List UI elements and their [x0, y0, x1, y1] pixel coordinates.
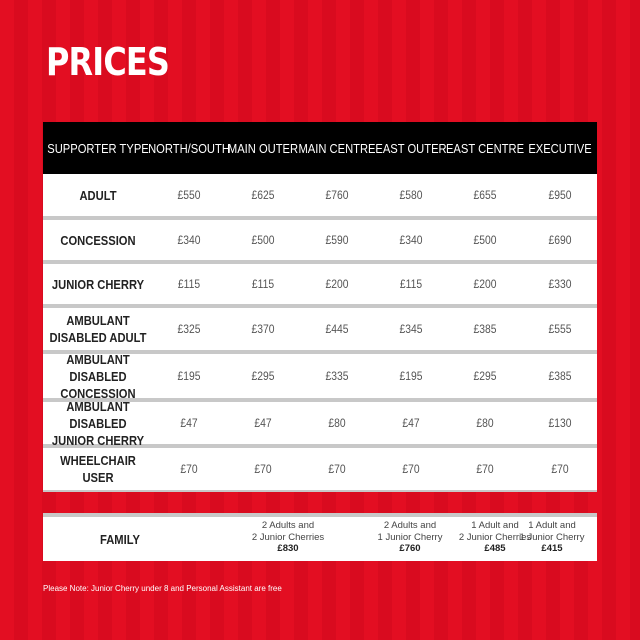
family-option-line1: 1 Adult and [471, 520, 519, 531]
price-cell: £555 [548, 322, 572, 336]
price-cell: £370 [251, 322, 275, 336]
price-cell: £80 [476, 416, 494, 430]
column-header: EXECUTIVE [528, 140, 592, 156]
family-option-price: £485 [484, 543, 506, 554]
table-row [43, 448, 597, 490]
price-cell: £325 [177, 322, 201, 336]
table-header [43, 122, 597, 174]
table-row [43, 308, 597, 350]
column-header: EAST OUTER [375, 140, 447, 156]
column-header: MAIN CENTRE [298, 140, 376, 156]
family-row [43, 513, 597, 561]
family-option-line2: 1 Junior Cherry [377, 531, 443, 543]
price-cell: £385 [548, 369, 572, 383]
price-cell: £70 [254, 462, 272, 476]
table-row [43, 264, 597, 304]
price-cell: £130 [548, 416, 572, 430]
family-option-line1: 2 Adults and [383, 520, 437, 531]
supporter-type: WHEELCHAIR USER [60, 453, 136, 485]
table-row [43, 398, 597, 448]
family-option-line2: 2 Junior Cherries [251, 531, 325, 543]
price-cell: £70 [476, 462, 494, 476]
price-cell: £295 [473, 369, 497, 383]
price-cell: £760 [325, 188, 349, 202]
footnote: Please Note: Junior Cherry under 8 and Personal Assistant are free [43, 584, 282, 593]
price-cell: £625 [251, 188, 275, 202]
column-header: NORTH/SOUTH [148, 140, 230, 156]
supporter-type: ADULT [79, 187, 117, 203]
price-cell: £330 [548, 277, 572, 291]
page-title: PRICES [46, 40, 170, 84]
table-row [43, 351, 597, 401]
price-cell: £195 [177, 369, 201, 383]
price-cell: £70 [402, 462, 420, 476]
price-cell: £200 [473, 277, 497, 291]
price-cell: £580 [399, 188, 423, 202]
price-cell: £115 [177, 277, 201, 291]
price-cell: £550 [177, 188, 201, 202]
family-option-line1: 2 Adults and [261, 520, 315, 531]
price-cell: £47 [180, 416, 198, 430]
family-option-line2: 2 Junior Cherries [458, 531, 532, 543]
price-cell: £115 [251, 277, 275, 291]
column-header: SUPPORTER TYPE [47, 140, 149, 156]
supporter-type: AMBULANT DISABLED CONCESSION [60, 351, 136, 401]
supporter-type: CONCESSION [60, 232, 136, 248]
supporter-type: AMBULANT DISABLED JUNIOR CHERRY [51, 398, 145, 448]
price-table [43, 122, 597, 492]
price-cell: £47 [402, 416, 420, 430]
price-cell: £445 [325, 322, 349, 336]
column-header: EAST CENTRE [445, 140, 525, 156]
price-cell: £335 [325, 369, 349, 383]
price-cell: £950 [548, 188, 572, 202]
table-row [43, 220, 597, 260]
price-cell: £47 [254, 416, 272, 430]
price-cell: £340 [399, 233, 423, 247]
table-row [43, 174, 597, 216]
price-cell: £70 [551, 462, 569, 476]
price-cell: £340 [177, 233, 201, 247]
price-cell: £590 [325, 233, 349, 247]
supporter-type: JUNIOR CHERRY [51, 276, 145, 292]
column-header: MAIN OUTER [227, 140, 299, 156]
family-option-price: £760 [399, 543, 421, 554]
family-option [500, 520, 604, 555]
family-option-price: £415 [541, 543, 563, 554]
family-option-line1: 1 Adult and [528, 520, 576, 531]
price-cell: £500 [251, 233, 275, 247]
family-option [223, 520, 353, 555]
price-cell: £70 [328, 462, 346, 476]
price-cell: £345 [399, 322, 423, 336]
price-cell: £200 [325, 277, 349, 291]
price-cell: £195 [399, 369, 423, 383]
supporter-type: AMBULANT DISABLED ADULT [49, 313, 147, 345]
price-cell: £80 [328, 416, 346, 430]
price-cell: £690 [548, 233, 572, 247]
price-cell: £70 [180, 462, 198, 476]
price-cell: £655 [473, 188, 497, 202]
family-option-line2: 1 Junior Cherry [519, 531, 585, 543]
family-option-price: £830 [277, 543, 299, 554]
family-label: FAMILY [100, 531, 140, 547]
price-cell: £295 [251, 369, 275, 383]
price-cell: £115 [399, 277, 423, 291]
price-cell: £385 [473, 322, 497, 336]
price-cell: £500 [473, 233, 497, 247]
